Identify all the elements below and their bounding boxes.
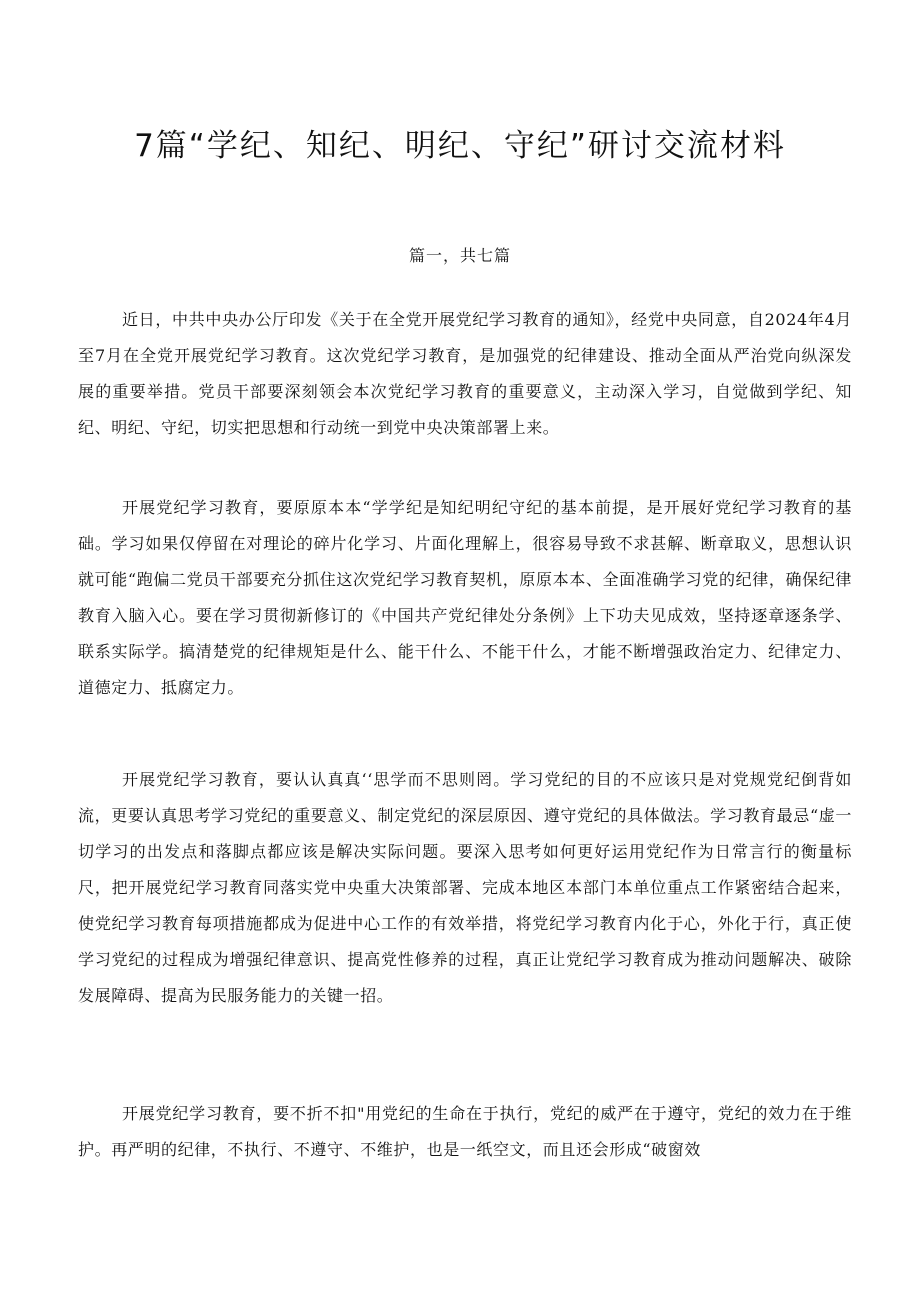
paragraph-1: 近日，中共中央办公厅印发《关于在全党开展党纪学习教育的通知》，经党中央同意，自2024年4月至7月在全党开展党纪学习教育。这次党纪学习教育，是加强党的纪律建设、推动全面从严治党向纵深发展的重要举措。党员干部要深刻领会本次党纪学习教育的重要意义，主动深入学习，自觉做到学纪、知纪、明纪、守纪，切实把思想和行动统一到党中央决策部署上来。 [78, 310, 852, 437]
document-title: 7篇“学纪、知纪、明纪、守纪”研讨交流材料 [134, 128, 786, 164]
section-heading: 篇一，共七篇 [408, 246, 511, 265]
paragraph-4: 开展党纪学习教育，要不折不扣"用党纪的生命在于执行，党纪的威严在于遵守，党纪的效力在于维护。再严明的纪律，不执行、不遵守、不维护，也是一纸空文，而且还会形成“破窗效 [78, 1104, 852, 1159]
paragraph-3: 开展党纪学习教育，要认认真真‘‘思学而不思则罔。学习党纪的目的不应该只是对党规党纪倒背如流，更要认真思考学习党纪的重要意义、制定党纪的深层原因、遵守党纪的具体做法。学习教育最忌“虚一切学习的出发点和落脚点都应该是解决实际问题。要深入思考如何更好运用党纪作为日常言行的衡量标尺，把开展党纪学习教育同落实党中央重大决策部署、完成本地区本部门本单位重点工作紧密结合起来，使党纪学习教育每项措施都成为促进中心工作的有效举措，将党纪学习教育内化于心，外化于行，真正使学习党纪的过程成为增强纪律意识、提高党性修养的过程，真正让党纪学习教育成为推动问题解决、破除发展障碍、提高为民服务能力的关键一招。 [78, 770, 852, 1005]
paragraph-2: 开展党纪学习教育，要原原本本“学学纪是知纪明纪守纪的基本前提，是开展好党纪学习教育的基础。学习如果仅停留在对理论的碎片化学习、片面化理解上，很容易导致不求甚解、断章取义，思想认识就可能“跑偏二党员干部要充分抓住这次党纪学习教育契机，原原本本、全面准确学习党的纪律，确保纪律教育入脑入心。要在学习贯彻新修订的《中国共产党纪律处分条例》上下功夫见成效，坚持逐章逐条学、联系实际学。搞清楚党的纪律规矩是什么、能干什么、不能干什么，才能不断增强政治定力、纪律定力、道德定力、抵腐定力。 [78, 498, 852, 697]
